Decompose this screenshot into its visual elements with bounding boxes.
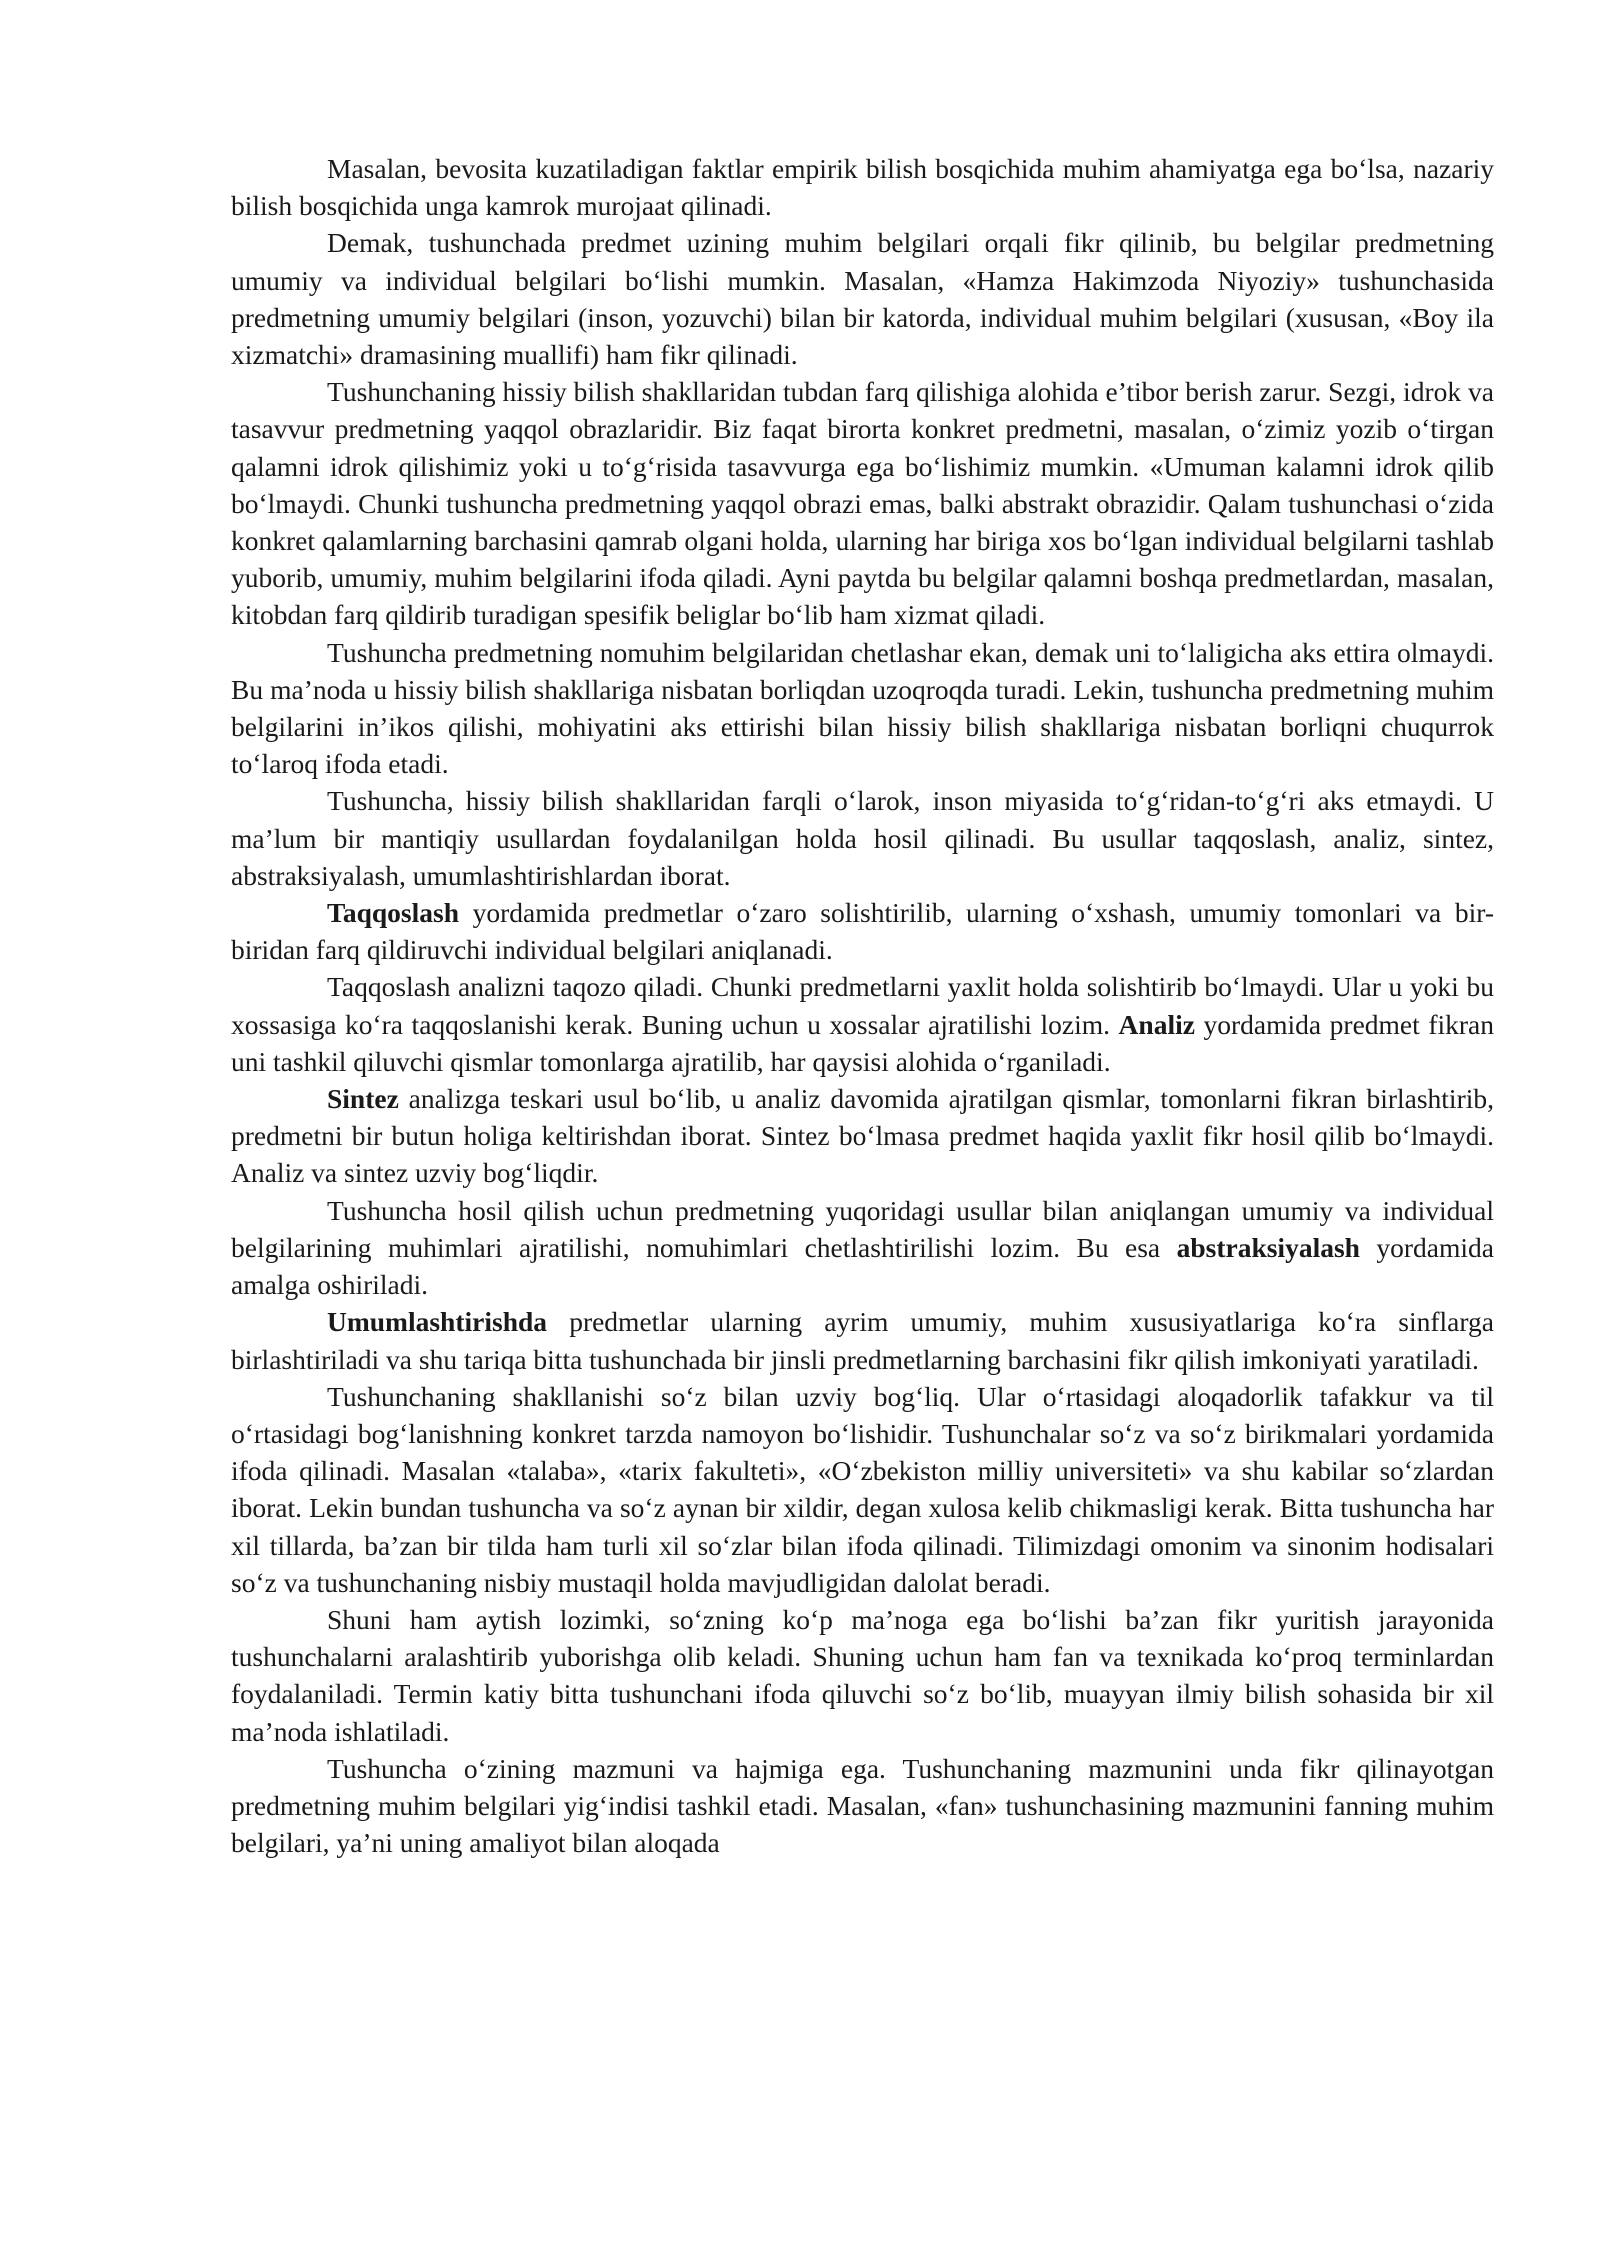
paragraph-2 xyxy=(231,224,1494,373)
paragraph-6 xyxy=(231,894,1494,968)
paragraph-text: yordamida predmet fikran uni tashkil qiluvchi qismlar tomonlarga ajratilib, har qaysisi alohida o‘rganiladi. xyxy=(231,1008,1494,1077)
term-taqqoslash: Taqqoslash xyxy=(327,897,459,929)
paragraph-text: Tushunchaning hissiy bilish shakllaridan tubdan farq qilishiga alohida e’tibor berish zarur. Sezgi, idrok va tasavvur predmetning yaqqol obrazlaridir. Biz faqat birorta konkret predmetni, masalan, o‘zimiz yozib o‘tirgan qalamni idrok qilishimiz yoki u to‘g‘risida tasavvurga ega bo‘lishimiz mumkin. «Umuman kalamni idrok qilib bo‘lmaydi. Chunki tushuncha predmetning yaqqol obrazi emas, balki abstrakt obrazidir. Qalam tushunchasi o‘zida konkret qalamlarning barchasini qamrab olgani holda, ularning har biriga xos bo‘lgan individual belgilarni tashlab yuborib, umumiy, muhim belgilarini ifoda qiladi. Ayni paytda bu belgilar qalamni boshqa predmetlardan, masalan, kitobdan farq qildirib turadigan spesifik beliglar bo‘lib ham xizmat qiladi. xyxy=(231,376,1494,631)
paragraph-5 xyxy=(231,782,1494,894)
paragraph-4 xyxy=(231,634,1494,783)
paragraph-1 xyxy=(231,150,1494,224)
document-page xyxy=(231,150,1494,1861)
paragraph-text: Tushuncha, hissiy bilish shakllaridan farqli o‘larok, inson miyasida to‘g‘ridan-to‘g‘ri aks etmaydi. U ma’lum bir mantiqiy usullardan foydalanilgan holda hosil qilinadi. Bu usullar taqqoslash, analiz, sintez, abstraksiyalash, umumlashtirishlardan iborat. xyxy=(231,785,1494,891)
term-analiz: Analiz xyxy=(1118,1008,1195,1040)
paragraph-text: yordamida predmetlar o‘zaro solishtirilib, ularning o‘xshash, umumiy tomonlari va bir-biridan farq qildiruvchi individual belgilari aniqlanadi. xyxy=(231,897,1494,966)
paragraph-text: predmetlar ularning ayrim umumiy, muhim xususiyatlariga ko‘ra sinflarga birlashtiriladi va shu tariqa bitta tushunchada bir jinsli predmetlarning barchasini fikr qilish imkoniyati yaratiladi. xyxy=(231,1306,1494,1375)
paragraph-text: analizga teskari usul bo‘lib, u analiz davomida ajratilgan qismlar, tomonlarni fikran birlashtirib, predmetni bir butun holiga keltirishdan iborat. Sintez bo‘lmasa predmet haqida yaxlit fikr hosil qilib bo‘lmaydi. Analiz va sintez uzviy bog‘liqdir. xyxy=(231,1083,1494,1189)
paragraph-13 xyxy=(231,1750,1494,1862)
paragraph-text: Tushuncha hosil qilish uchun predmetning yuqoridagi usullar bilan aniqlangan umumiy va individual belgilarining muhimlari ajratilishi, nomuhimlari chetlashtirilishi lozim. Bu esa xyxy=(231,1194,1494,1263)
paragraph-text: Masalan, bevosita kuzatiladigan faktlar empirik bilish bosqichida muhim ahamiyatga ega bo‘lsa, nazariy bilish bosqichida unga kamrok murojaat qilinadi. xyxy=(231,153,1494,222)
term-umumlashtirishda: Umumlashtirishda xyxy=(327,1306,548,1338)
paragraph-text: Tushuncha o‘zining mazmuni va hajmiga ega. Tushunchaning mazmunini unda fikr qilinayotgan predmetning muhim belgilari yig‘indisi tashkil etadi. Masalan, «fan» tushunchasining mazmunini fanning muhim belgilari, ya’ni uning amaliyot bilan aloqada xyxy=(231,1752,1494,1859)
term-sintez: Sintez xyxy=(327,1083,399,1115)
term-abstraksiyalash: abstraksiyalash xyxy=(1176,1231,1360,1263)
paragraph-7 xyxy=(231,968,1494,1080)
paragraph-text: Demak, tushunchada predmet uzining muhim belgilari orqali fikr qilinib, bu belgilar predmetning umumiy va individual belgilari bo‘lishi mumkin. Masalan, «Hamza Hakimzoda Niyoziy» tushunchasida predmetning umumiy belgilari (inson, yozuvchi) bilan bir katorda, individual muhim belgilari (xususan, «Boy ila xizmatchi» dramasining muallifi) ham fikr qilinadi. xyxy=(231,227,1494,371)
paragraph-8 xyxy=(231,1080,1494,1192)
paragraph-text: Taqqoslash analizni taqozo qiladi. Chunki predmetlarni yaxlit holda solishtirib bo‘lmaydi. Ular u yoki bu xossasiga ko‘ra taqqoslanishi kerak. Buning uchun u xossalar ajratilishi lozim. xyxy=(231,971,1494,1040)
paragraph-9 xyxy=(231,1192,1494,1304)
paragraph-10 xyxy=(231,1303,1494,1377)
paragraph-text: Shuni ham aytish lozimki, so‘zning ko‘p ma’noga ega bo‘lishi ba’zan fikr yuritish jarayonida tushunchalarni aralashtirib yuborishga olib keladi. Shuning uchun ham fan va texnikada ko‘proq terminlardan foydalaniladi. Termin katiy bitta tushunchani ifoda qiluvchi so‘z bo‘lib, muayyan ilmiy bilish sohasida bir xil ma’noda ishlatiladi. xyxy=(231,1603,1494,1747)
paragraph-12 xyxy=(231,1601,1494,1750)
paragraph-11 xyxy=(231,1378,1494,1601)
paragraph-text: Tushuncha predmetning nomuhim belgilaridan chetlashar ekan, demak uni to‘laligicha aks ettira olmaydi. Bu ma’noda u hissiy bilish shakllariga nisbatan borliqdan uzoqroqda turadi. Lekin, tushuncha predmetning muhim belgilarini in’ikos qilishi, mohiyatini aks ettirishi bilan hissiy bilish shakllariga nisbatan borliqni chuqurrok to‘laroq ifoda etadi. xyxy=(231,636,1494,780)
paragraph-text: yordamida amalga oshiriladi. xyxy=(231,1231,1494,1301)
paragraph-3 xyxy=(231,373,1494,633)
paragraph-text: Tushunchaning shakllanishi so‘z bilan uzviy bog‘liq. Ular o‘rtasidagi aloqadorlik tafakkur va til o‘rtasidagi bog‘lanishning konkret tarzda namoyon bo‘lishidir. Tushunchalar so‘z va so‘z birikmalari yordamida ifoda qilinadi. Masalan «talaba», «tarix fakulteti», «O‘zbekiston milliy universiteti» va shu kabilar so‘zlardan iborat. Lekin bundan tushuncha va so‘z aynan bir xildir, degan xulosa kelib chikmasligi kerak. Bitta tushuncha har xil tillarda, ba’zan bir tilda ham turli xil so‘zlar bilan ifoda qilinadi. Tilimizdagi omonim va sinonim hodisalari so‘z va tushunchaning nisbiy mustaqil holda mavjudligidan dalolat beradi. xyxy=(231,1380,1494,1598)
